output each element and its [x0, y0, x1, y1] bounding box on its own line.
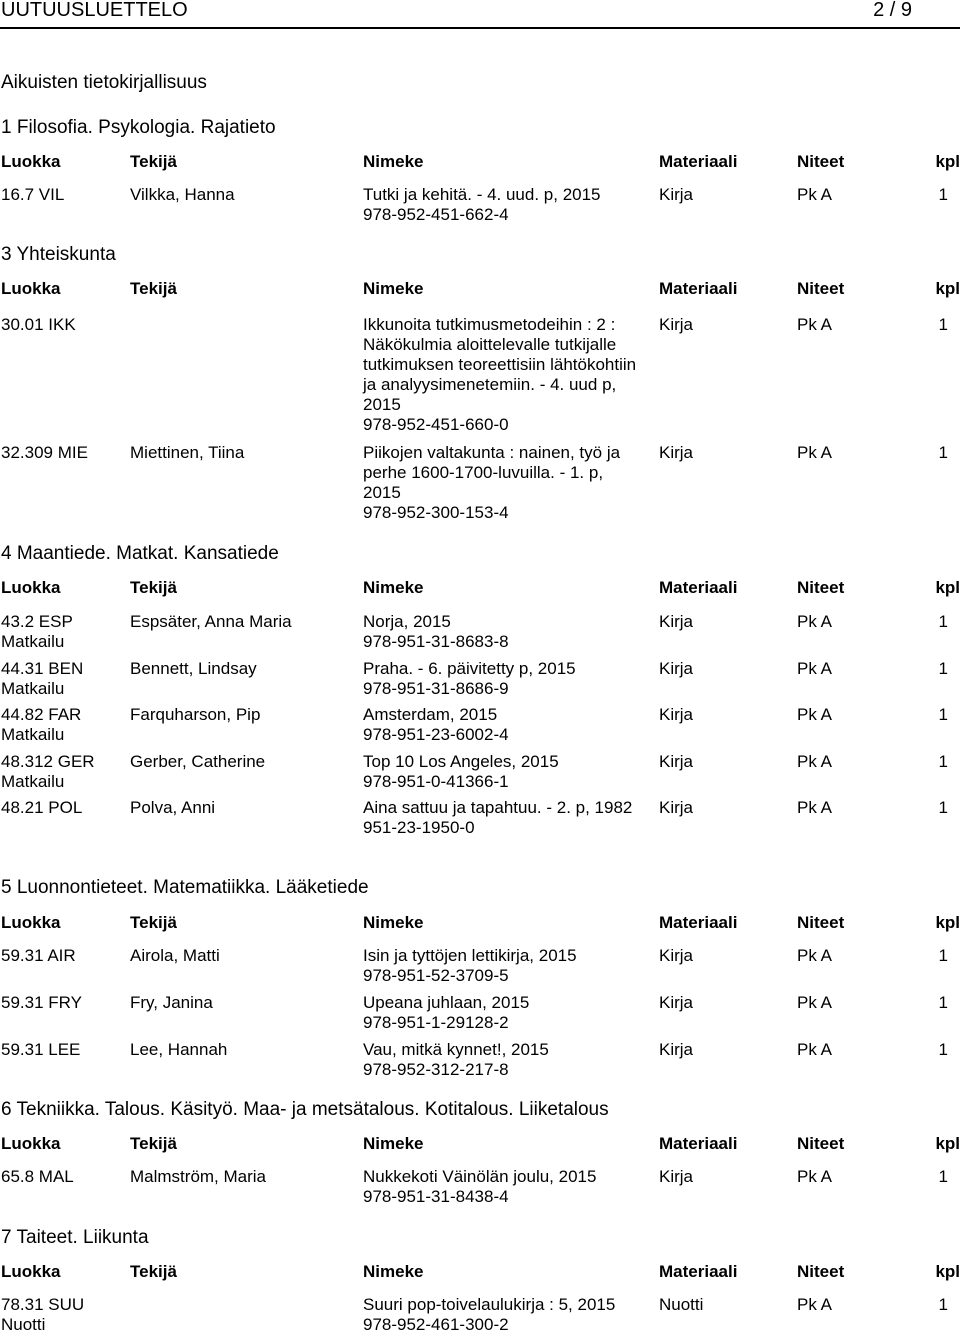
- nimeke-line: Tutki ja kehitä. - 4. uud. p, 2015: [363, 185, 601, 204]
- cell-luokka: [1, 1295, 84, 1335]
- cell-niteet: Pk A: [797, 946, 832, 965]
- nimeke-line: 978-952-451-662-4: [363, 205, 509, 224]
- luokka-line: 43.2 ESP: [1, 612, 73, 631]
- cell-luokka: [1, 993, 82, 1013]
- nimeke-line: Aina sattuu ja tapahtuu. - 2. p, 1982: [363, 798, 633, 817]
- luokka-line: 48.21 POL: [1, 798, 83, 817]
- nimeke-line: Nukkekoti Väinölän joulu, 2015: [363, 1167, 597, 1186]
- col-header-materiaali: Materiaali: [659, 1134, 738, 1153]
- table-header: [0, 1262, 960, 1282]
- cell-luokka: [1, 705, 81, 745]
- cell-niteet: Pk A: [797, 612, 832, 631]
- cell-kpl: 1: [938, 946, 948, 965]
- luokka-line: 59.31 FRY: [1, 993, 82, 1012]
- nimeke-line: tutkimuksen teoreettisiin lähtökohtiin: [363, 355, 637, 374]
- col-header-luokka: Luokka: [1, 578, 61, 597]
- cell-kpl: 1: [938, 752, 948, 771]
- nimeke-line: Praha. - 6. päivitetty p, 2015: [363, 659, 576, 678]
- cell-tekija: Lee, Hannah: [130, 1040, 228, 1059]
- luokka-line: Matkailu: [1, 772, 65, 791]
- cell-tekija: Polva, Anni: [130, 798, 216, 817]
- nimeke-line: 978-951-31-8438-4: [363, 1187, 509, 1206]
- cell-kpl: 1: [938, 1040, 948, 1059]
- header-rule: [0, 27, 960, 29]
- luokka-line: 32.309 MIE: [1, 443, 88, 462]
- col-header-nimeke: Nimeke: [363, 578, 424, 597]
- cell-tekija: Malmström, Maria: [130, 1167, 267, 1186]
- col-header-kpl: kpl: [935, 279, 960, 298]
- nimeke-line: 978-951-1-29128-2: [363, 1013, 509, 1032]
- nimeke-line: perhe 1600-1700-luvuilla. - 1. p,: [363, 463, 604, 482]
- table-header: [0, 1134, 960, 1154]
- luokka-line: Matkailu: [1, 679, 65, 698]
- cell-luokka: [1, 752, 95, 792]
- cell-luokka: [1, 659, 83, 699]
- cell-nimeke: [363, 443, 658, 523]
- nimeke-line: Suuri pop-toivelaulukirja : 5, 2015: [363, 1295, 616, 1314]
- cell-tekija: Bennett, Lindsay: [130, 659, 257, 678]
- cell-materiaali: Kirja: [659, 1040, 694, 1059]
- cell-nimeke: [363, 1167, 658, 1207]
- cell-nimeke: [363, 1040, 658, 1080]
- cell-nimeke: [363, 1295, 658, 1335]
- nimeke-line: 951-23-1950-0: [363, 818, 475, 837]
- nimeke-line: ja analyysimenetemiin. - 4. uud p,: [363, 375, 617, 394]
- nimeke-line: 978-952-451-660-0: [363, 415, 509, 434]
- nimeke-line: Ikkunoita tutkimusmetodeihin : 2 :: [363, 315, 616, 334]
- cell-niteet: Pk A: [797, 315, 832, 334]
- table-header: [0, 913, 960, 933]
- cell-nimeke: [363, 705, 658, 745]
- document-title: UUTUUSLUETTELO: [1, 0, 188, 21]
- cell-nimeke: [363, 993, 658, 1033]
- col-header-kpl: kpl: [935, 152, 960, 171]
- cell-kpl: 1: [938, 798, 948, 817]
- nimeke-line: 2015: [363, 395, 401, 414]
- section-title: 6 Tekniikka. Talous. Käsityö. Maa- ja metsätalous. Kotitalous. Liiketalous: [1, 1099, 609, 1120]
- luokka-line: 44.31 BEN: [1, 659, 84, 678]
- nimeke-line: Upeana juhlaan, 2015: [363, 993, 530, 1012]
- cell-materiaali: Kirja: [659, 993, 694, 1012]
- luokka-line: 65.8 MAL: [1, 1167, 74, 1186]
- cell-nimeke: [363, 752, 658, 792]
- cell-tekija: Airola, Matti: [130, 946, 220, 965]
- cell-materiaali: Kirja: [659, 1167, 694, 1186]
- col-header-materiaali: Materiaali: [659, 152, 738, 171]
- cell-kpl: 1: [938, 659, 948, 678]
- nimeke-line: Piikojen valtakunta : nainen, työ ja: [363, 443, 621, 462]
- col-header-tekija: Tekijä: [130, 152, 177, 171]
- col-header-luokka: Luokka: [1, 1262, 61, 1281]
- cell-kpl: 1: [938, 185, 948, 204]
- cell-tekija: Vilkka, Hanna: [130, 185, 235, 204]
- cell-luokka: [1, 798, 82, 818]
- cell-materiaali: Kirja: [659, 185, 694, 204]
- cell-nimeke: [363, 612, 658, 652]
- col-header-tekija: Tekijä: [130, 578, 177, 597]
- nimeke-line: Amsterdam, 2015: [363, 705, 498, 724]
- section-title: 1 Filosofia. Psykologia. Rajatieto: [1, 117, 276, 138]
- cell-materiaali: Nuotti: [659, 1295, 704, 1314]
- nimeke-line: 978-951-52-3709-5: [363, 966, 509, 985]
- cell-niteet: Pk A: [797, 752, 832, 771]
- col-header-tekija: Tekijä: [130, 279, 177, 298]
- cell-materiaali: Kirja: [659, 315, 694, 334]
- cell-kpl: 1: [938, 612, 948, 631]
- col-header-materiaali: Materiaali: [659, 279, 738, 298]
- cell-kpl: 1: [938, 443, 948, 462]
- cell-materiaali: Kirja: [659, 443, 694, 462]
- cell-luokka: [1, 443, 88, 463]
- col-header-tekija: Tekijä: [130, 1134, 177, 1153]
- table-header: [0, 578, 960, 598]
- nimeke-line: 978-951-31-8686-9: [363, 679, 509, 698]
- cell-luokka: [1, 946, 76, 966]
- cell-niteet: Pk A: [797, 798, 832, 817]
- col-header-tekija: Tekijä: [130, 913, 177, 932]
- luokka-line: 78.31 SUU: [1, 1295, 85, 1314]
- cell-kpl: 1: [938, 315, 948, 334]
- nimeke-line: Norja, 2015: [363, 612, 451, 631]
- col-header-kpl: kpl: [935, 1262, 960, 1281]
- cell-nimeke: [363, 946, 658, 986]
- cell-luokka: [1, 1167, 74, 1187]
- col-header-nimeke: Nimeke: [363, 913, 424, 932]
- nimeke-line: 978-952-461-300-2: [363, 1315, 509, 1334]
- table-header: [0, 279, 960, 299]
- luokka-line: 16.7 VIL: [1, 185, 65, 204]
- luokka-line: Matkailu: [1, 632, 65, 651]
- nimeke-line: 2015: [363, 483, 401, 502]
- nimeke-line: 978-952-300-153-4: [363, 503, 509, 522]
- cell-nimeke: [363, 798, 658, 838]
- section-title: 4 Maantiede. Matkat. Kansatiede: [1, 543, 279, 564]
- col-header-kpl: kpl: [935, 1134, 960, 1153]
- main-heading: Aikuisten tietokirjallisuus: [1, 72, 207, 93]
- col-header-kpl: kpl: [935, 578, 960, 597]
- cell-nimeke: [363, 185, 658, 225]
- cell-tekija: Espsäter, Anna Maria: [130, 612, 292, 631]
- section-title: 5 Luonnontieteet. Matematiikka. Lääketiede: [1, 877, 369, 898]
- cell-niteet: Pk A: [797, 705, 832, 724]
- col-header-luokka: Luokka: [1, 152, 61, 171]
- nimeke-line: Top 10 Los Angeles, 2015: [363, 752, 559, 771]
- cell-niteet: Pk A: [797, 443, 832, 462]
- cell-niteet: Pk A: [797, 1295, 832, 1314]
- col-header-niteet: Niteet: [797, 913, 845, 932]
- col-header-materiaali: Materiaali: [659, 1262, 738, 1281]
- nimeke-line: 978-952-312-217-8: [363, 1060, 509, 1079]
- cell-materiaali: Kirja: [659, 798, 694, 817]
- luokka-line: 44.82 FAR: [1, 705, 82, 724]
- nimeke-line: Vau, mitkä kynnet!, 2015: [363, 1040, 549, 1059]
- section-title: 3 Yhteiskunta: [1, 244, 116, 265]
- col-header-niteet: Niteet: [797, 1262, 845, 1281]
- col-header-nimeke: Nimeke: [363, 1262, 424, 1281]
- col-header-niteet: Niteet: [797, 578, 845, 597]
- cell-materiaali: Kirja: [659, 946, 694, 965]
- cell-luokka: [1, 315, 76, 335]
- cell-kpl: 1: [938, 705, 948, 724]
- cell-materiaali: Kirja: [659, 705, 694, 724]
- col-header-nimeke: Nimeke: [363, 279, 424, 298]
- col-header-niteet: Niteet: [797, 279, 845, 298]
- page-number: 2 / 9: [873, 0, 912, 21]
- nimeke-line: 978-951-0-41366-1: [363, 772, 509, 791]
- cell-niteet: Pk A: [797, 1167, 832, 1186]
- luokka-line: Matkailu: [1, 725, 65, 744]
- col-header-materiaali: Materiaali: [659, 913, 738, 932]
- col-header-materiaali: Materiaali: [659, 578, 738, 597]
- cell-niteet: Pk A: [797, 659, 832, 678]
- luokka-line: 59.31 AIR: [1, 946, 76, 965]
- cell-luokka: [1, 185, 64, 205]
- cell-luokka: [1, 612, 73, 652]
- col-header-kpl: kpl: [935, 913, 960, 932]
- nimeke-line: 978-951-23-6002-4: [363, 725, 509, 744]
- nimeke-line: Isin ja tyttöjen lettikirja, 2015: [363, 946, 577, 965]
- col-header-niteet: Niteet: [797, 152, 845, 171]
- luokka-line: 30.01 IKK: [1, 315, 76, 334]
- col-header-luokka: Luokka: [1, 1134, 61, 1153]
- cell-nimeke: [363, 659, 658, 699]
- cell-materiaali: Kirja: [659, 752, 694, 771]
- cell-kpl: 1: [938, 1167, 948, 1186]
- cell-materiaali: Kirja: [659, 659, 694, 678]
- table-header: [0, 152, 960, 172]
- col-header-tekija: Tekijä: [130, 1262, 177, 1281]
- cell-niteet: Pk A: [797, 1040, 832, 1059]
- cell-tekija: Gerber, Catherine: [130, 752, 266, 771]
- col-header-luokka: Luokka: [1, 913, 61, 932]
- cell-tekija: Farquharson, Pip: [130, 705, 261, 724]
- col-header-niteet: Niteet: [797, 1134, 845, 1153]
- section-title: 7 Taiteet. Liikunta: [1, 1227, 149, 1248]
- cell-kpl: 1: [938, 1295, 948, 1314]
- cell-niteet: Pk A: [797, 993, 832, 1012]
- luokka-line: Nuotti: [1, 1315, 46, 1334]
- cell-nimeke: [363, 315, 658, 435]
- cell-luokka: [1, 1040, 80, 1060]
- col-header-luokka: Luokka: [1, 279, 61, 298]
- cell-niteet: Pk A: [797, 185, 832, 204]
- cell-tekija: Fry, Janina: [130, 993, 213, 1012]
- cell-tekija: Miettinen, Tiina: [130, 443, 245, 462]
- luokka-line: 48.312 GER: [1, 752, 95, 771]
- col-header-nimeke: Nimeke: [363, 1134, 424, 1153]
- luokka-line: 59.31 LEE: [1, 1040, 81, 1059]
- nimeke-line: 978-951-31-8683-8: [363, 632, 509, 651]
- cell-materiaali: Kirja: [659, 612, 694, 631]
- col-header-nimeke: Nimeke: [363, 152, 424, 171]
- cell-kpl: 1: [938, 993, 948, 1012]
- nimeke-line: Näkökulmia aloittelevalle tutkijalle: [363, 335, 617, 354]
